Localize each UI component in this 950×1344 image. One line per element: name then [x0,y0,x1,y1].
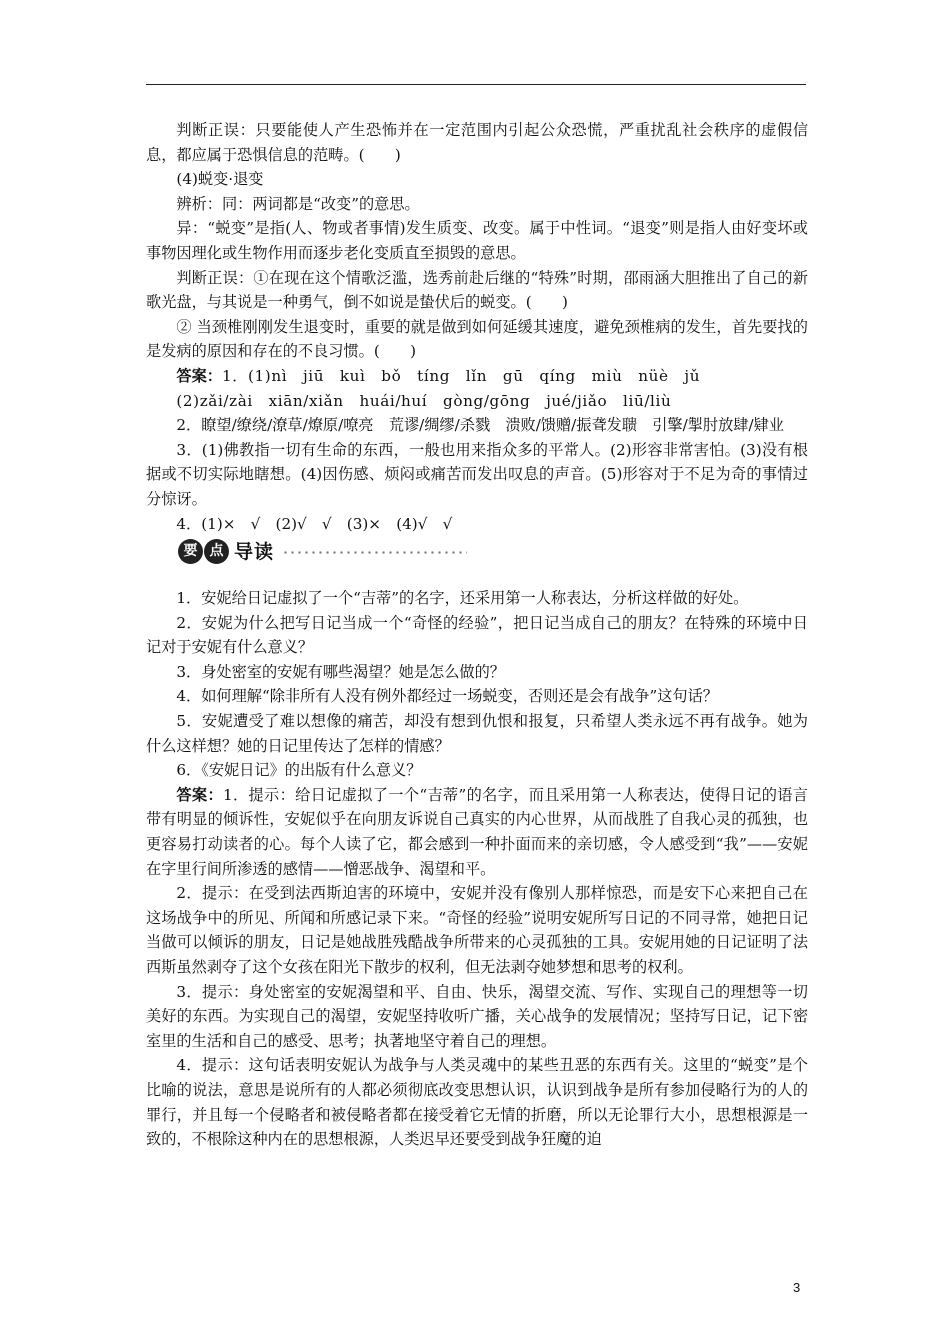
answer-label: 答案： [176,785,223,804]
paragraph: (4)蜕变·退变 [176,170,264,189]
answer-paragraph: 2．提示：在受到法西斯迫害的环境中，安妮并没有像别人那样惊恐，而是安下心来把自己在这场战争中的所见、所闻和所感记录下来。“奇怪的经验”说明安妮所写日记的不同寻常，她把日记当做可以倾诉的朋友，日记是她战胜残酷战争所带来的心灵孤独的工具。安妮用她的日记证明了法西斯虽然剥夺了这个女孩在阳光下散步的权利，但无法剥夺她梦想和思考的权利。 [146,884,808,976]
banner-badge: 点 [204,539,229,564]
question: 6．《安妮日记》的出版有什么意义？ [176,761,422,780]
question: 1．安妮给日记虚拟了一个“吉蒂”的名字，还采用第一人称表达，分析这样做的好处。 [176,589,749,608]
answer-text: 1．(1)nì jiū kuì bǒ tíng lǐn gū qíng miù nüè jǔ [221,366,701,385]
answer-line: (2)zǎi/zài xiān/xiǎn huái/huí gòng/gōng jué/jiǎo liū/liù [176,391,672,410]
paragraph: 辨析：同：两词都是“改变”的意思。 [176,194,420,213]
paragraph: 判断正误：①在现在这个情歌泛滥，选秀前赴后继的“特殊”时期，邵雨涵大胆推出了自己的新歌光盘，与其说是一种勇气，倒不如说是蛰伏后的蜕变。( ) [146,268,808,312]
answer-paragraph: 3．提示：身处密室的安妮渴望和平、自由、快乐，渴望交流、写作、实现自己的理想等一切美好的东西。为实现自己的渴望，安妮坚持收听广播，关心战争的发展情况；坚持写日记，记下密室里的生活和自己的感受、思考；执著地坚守着自己的理想。 [146,982,808,1050]
banner-title: 导读 [234,541,275,564]
answer-line: 4．(1)× √ (2)√ √ (3)× (4)√ √ [176,514,453,533]
paragraph: 判断正误：只要能使人产生恐怖并在一定范围内引起公众恐慌，严重扰乱社会秩序的虚假信息，都应属于恐惧信息的范畴。( ) [146,121,808,164]
answer-paragraph [146,783,808,881]
answer-paragraph: 4．提示：这句话表明安妮认为战争与人类灵魂中的某些丑恶的东西有关。这里的“蜕变”是个比喻的说法，意思是说所有的人都必须彻底改变思想认识，认识到战争是所有参加侵略行为的人的罪行，并且每一个侵略者和被侵略者都在接受着它无情的折磨，所以无论罪行大小，思想根源是一致的，不根除这种内在的思想根源，人类迟早还要受到战争狂魔的迫 [146,1056,808,1149]
document-body [146,118,808,1152]
banner-dots [282,551,467,554]
question: 4．如何理解“除非所有人没有例外都经过一场蜕变，否则还是会有战争”这句话？ [176,687,718,706]
header-rule [146,84,806,85]
answer-line: 2．瞭望/缭绕/潦草/燎原/嘹亮 荒谬/绸缪/杀戮 溃败/馈赠/振聋发聩 引擎/掣肘放肆/肄业 [176,416,784,435]
question: 5．安妮遭受了难以想像的痛苦，却没有想到仇恨和报复，只希望人类永远不再有战争。她为什么这样想？她的日记里传达了怎样的情感？ [146,712,808,755]
answer-line [146,364,808,389]
section-banner [178,538,808,566]
paragraph: ② 当颈椎刚刚发生退变时，重要的就是做到如何延缓其速度，避免颈椎病的发生，首先要找的是发病的原因和存在的不良习惯。( ) [146,317,808,361]
page-number: 3 [793,1280,801,1295]
question: 3．身处密室的安妮有哪些渴望？她是怎么做的？ [176,662,505,681]
answer-label: 答案： [176,366,222,385]
question: 2．安妮为什么把写日记当成一个“奇怪的经验”，把日记当成自己的朋友？在特殊的环境中日记对于安妮有什么意义？ [146,613,808,657]
paragraph: 异：“蜕变”是指(人、物或者事情)发生质变、改变。属于中性词。“退变”则是指人由好变坏或事物因理化或生物作用而逐步老化变质直至损毁的意思。 [146,219,808,262]
answer-text: 1．提示：给日记虚拟了一个“吉蒂”的名字，而且采用第一人称表达，使得日记的语言带有明显的倾诉性，安妮似乎在向朋友诉说自己真实的内心世界，从而战胜了自我心灵的孤独，也更容易打动读者的心。每个人读了它，都会感到一种扑面而来的亲切感，令人感受到“我”——安妮在字里行间所渗透的感情——憎恶战争、渴望和平。 [146,785,808,878]
banner-badge: 要 [178,539,203,564]
answer-line: 3．(1)佛教指一切有生命的东西，一般也用来指众多的平常人。(2)形容非常害怕。(3)没有根据或不切实际地瞎想。(4)因伤感、烦闷或痛苦而发出叹息的声音。(5)形容对于不足为奇的事情过分惊讶。 [146,440,808,508]
